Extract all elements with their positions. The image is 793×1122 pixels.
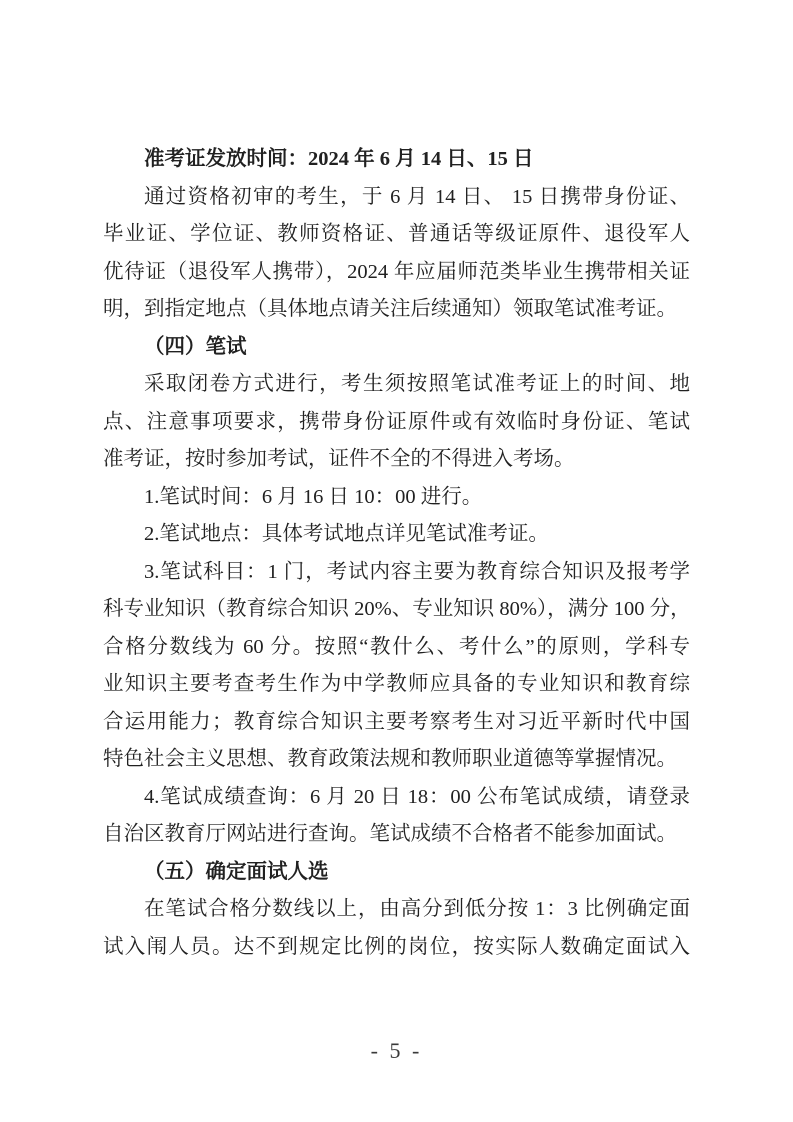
text-line: 采取闭卷方式进行，考生须按照笔试准考证上的时间、地 <box>144 373 690 395</box>
text-line: 合运用能力；教育综合知识主要考察考生对习近平新时代中国 <box>103 710 690 733</box>
text-line: 科专业知识（教育综合知识 20%、专业知识 80%），满分 100 分， <box>103 598 691 620</box>
text-line: 准考证发放时间：2024 年 6 月 14 日、15 日 <box>144 148 534 170</box>
text-line: 业知识主要考查考生作为中学教师应具备的专业知识和教育综 <box>103 673 690 695</box>
document-body <box>103 141 690 966</box>
text-line: 自治区教育厅网站进行查询。笔试成绩不合格者不能参加面试。 <box>103 823 677 845</box>
para-score-inquiry <box>103 779 690 854</box>
text-line: 毕业证、学位证、教师资格证、普通话等级证原件、退役军人 <box>103 223 690 245</box>
text-line: 4.笔试成绩查询：6 月 20 日 18：00 公布笔试成绩，请登录 <box>144 785 690 808</box>
para-exam-subjects <box>103 554 690 779</box>
text-line: 点、注意事项要求，携带身份证原件或有效临时身份证、笔试 <box>103 410 690 433</box>
text-line: 3.笔试科目：1 门，考试内容主要为教育综合知识及报考学 <box>144 560 690 583</box>
heading-section-4-written-exam <box>103 329 690 367</box>
text-line: 2.笔试地点：具体考试地点详见笔试准考证。 <box>144 523 549 545</box>
text-line: 特色社会主义思想、教育政策法规和教师职业道德等掌握情况。 <box>103 748 677 770</box>
para-interview-selection <box>103 891 690 966</box>
page-number: - 5 - <box>370 1038 423 1063</box>
text-line: 优待证（退役军人携带），2024 年应届师范类毕业生携带相关证 <box>103 260 690 283</box>
text-line: 在笔试合格分数线以上，由高分到低分按 1：3 比例确定面 <box>144 898 690 920</box>
para-ticket-collection <box>103 179 690 329</box>
para-exam-location <box>103 516 690 554</box>
heading-section-5-interview-candidates <box>103 854 690 892</box>
heading-ticket-issue-time <box>103 141 690 179</box>
text-line: 合格分数线为 60 分。按照“教什么、考什么”的原则，学科专 <box>103 635 690 658</box>
text-line: 1.笔试时间：6 月 16 日 10：00 进行。 <box>144 485 483 508</box>
text-line: 明，到指定地点（具体地点请关注后续通知）领取笔试准考证。 <box>103 298 677 320</box>
text-line: 准考证，按时参加考试，证件不全的不得进入考场。 <box>103 448 575 470</box>
para-exam-rules <box>103 366 690 479</box>
text-line: （五）确定面试人选 <box>144 860 329 883</box>
para-exam-time <box>103 479 690 517</box>
text-line: 通过资格初审的考生，于 6 月 14 日、 15 日携带身份证、 <box>144 185 690 208</box>
text-line: （四）笔试 <box>144 335 247 358</box>
text-line: 试入闱人员。达不到规定比例的岗位，按实际人数确定面试入 <box>103 935 690 958</box>
